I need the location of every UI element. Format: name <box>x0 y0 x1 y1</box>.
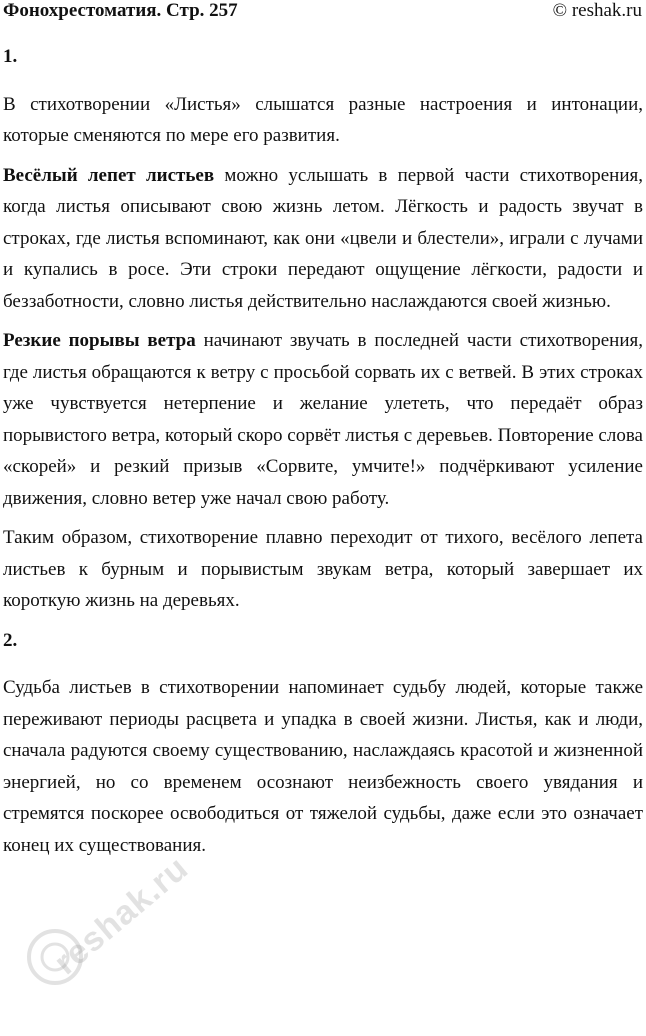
section-number: 2. <box>3 629 18 651</box>
paragraph-text: можно услышать в первой части стихотворения, когда листья описывают свою жизнь летом. Лёгкость и радость звучат в строках, где листья вспоминают, как они «цвели и блестели», играли с лучами и купались в росе. Эти строки передают ощущение лёгкости, радости и беззаботности, словно листья действительно наслаждаются своей жизнью. <box>3 164 643 312</box>
document-body <box>3 41 643 869</box>
watermark <box>15 848 196 1005</box>
paragraph <box>3 672 643 861</box>
section-1 <box>3 41 643 617</box>
paragraph-text: начинают звучать в последней части стихотворения, где листья обращаются к ветру с просьбой сорвать их с ветвей. В этих строках уже чувствуется нетерпение и желание улететь, что передаёт образ порывистого ветра, который скоро сорвёт листья с деревьев. Повторение слова «скорей» и резкий призыв «Сорвите, умчите!» подчёркивают усиление движения, словно ветер уже начал свою работу. <box>3 330 643 509</box>
page-title: Фонохрестоматия. Стр. 257 <box>3 0 238 21</box>
paragraph <box>3 89 643 152</box>
watermark-text: reshak.ru <box>47 848 196 983</box>
section-2 <box>3 625 643 862</box>
paragraph-text: Судьба листьев в стихотворении напоминает судьбу людей, которые также переживают периоды расцвета и упадка в своей жизни. Листья, как и люди, сначала радуются своему существованию, наслаждаясь красотой и жизненной энергией, но со временем осознают неизбежность своего увядания и стремятся поскорее освободиться от тяжелой судьбы, даже если это означает конец их существования. <box>3 677 643 856</box>
section-number: 1. <box>3 46 18 67</box>
paragraph-text: В стихотворении «Листья» слышатся разные настроения и интонации, которые сменяются по мере его развития. <box>3 93 643 146</box>
paragraph <box>3 160 643 318</box>
page-header <box>3 0 642 22</box>
copyright-source: © reshak.ru <box>552 0 642 21</box>
paragraph-emphasis: Весёлый лепет листьев <box>3 164 215 186</box>
paragraph-text: Таким образом, стихотворение плавно переходит от тихого, весёлого лепета листьев к бурным и порывистым звукам ветра, который завершает их короткую жизнь на деревьях. <box>3 527 643 611</box>
paragraph <box>3 325 643 514</box>
paragraph-emphasis: Резкие порывы ветра <box>3 330 196 351</box>
watermark-seal-icon <box>15 895 165 1005</box>
paragraph <box>3 522 643 617</box>
